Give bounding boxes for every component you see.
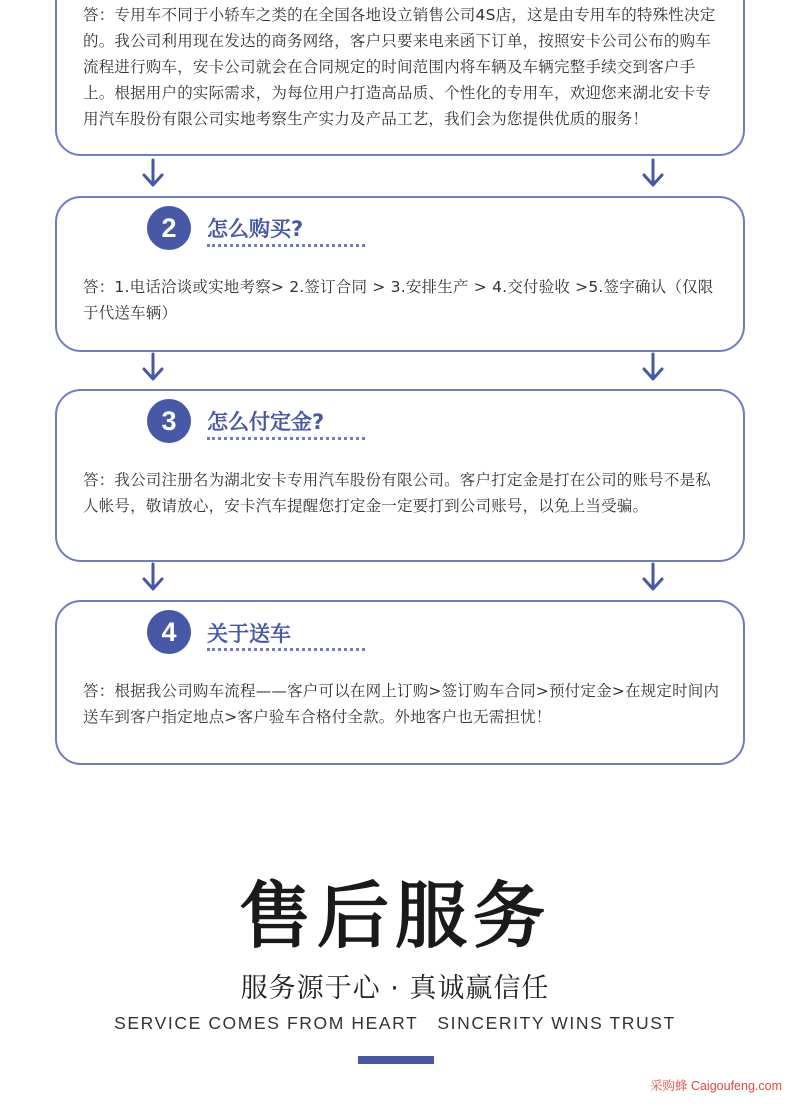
faq-question-title: 关于送车 xyxy=(207,622,291,646)
faq-answer-3: 答：我公司注册名为湖北安卡专用汽车股份有限公司。客户打定金是打在公司的账号不是私人帐号，敬请放心，安卡汽车提醒您打定金一定要打到公司账号，以免上当受骗。 xyxy=(83,471,712,515)
arrow-down-icon xyxy=(141,352,165,382)
faq-answer-1: 答：专用车不同于小轿车之类的在全国各地设立销售公司4S店，这是由专用车的特殊性决定的。我公司利用现在发达的商务网络，客户只要来电来函下订单，按照安卡公司公布的购车流程进行购车，安卡公司就会在合同规定的时间范围内将车辆及车辆完整手续交到客户手上。根据用户的实际需求，为每位用户打造高品质、个性化的专用车，欢迎您来湖北安卡专用汽车股份有限公司实地考察生产实力及产品工艺，我们会为您提供优质的服务！ xyxy=(83,6,716,128)
dotted-underline xyxy=(207,244,365,247)
watermark: 采购蜂 Caigoufeng.com xyxy=(649,1079,782,1093)
faq-card-2 xyxy=(55,196,745,352)
arrow-down-icon xyxy=(641,158,665,188)
step-number-badge: 2 xyxy=(147,206,191,250)
after-sales-title: 售后服务 xyxy=(238,873,551,958)
accent-bar xyxy=(358,1056,434,1064)
step-number-badge: 3 xyxy=(147,399,191,443)
dotted-underline xyxy=(207,437,365,440)
arrow-down-icon xyxy=(641,352,665,382)
faq-card-1 xyxy=(55,0,745,156)
faq-question-title: 怎么购买? xyxy=(207,217,304,241)
step-number-badge: 4 xyxy=(147,610,191,654)
faq-question-title: 怎么付定金? xyxy=(207,410,325,434)
dotted-underline xyxy=(207,648,365,651)
faq-card-3 xyxy=(55,389,745,562)
after-sales-subtitle: 服务源于心 · 真诚赢信任 xyxy=(240,973,550,1004)
arrow-down-icon xyxy=(641,562,665,592)
faq-answer-2: 答：1.电话洽谈或实地考察> 2.签订合同 > 3.安排生产 > 4.交付验收 >5.签字确认（仅限于代送车辆） xyxy=(83,278,714,322)
after-sales-subtitle-en: SERVICE COMES FROM HEART SINCERITY WINS TRUST xyxy=(114,1013,676,1033)
faq-card-4 xyxy=(55,600,745,765)
faq-answer-4: 答：根据我公司购车流程——客户可以在网上订购>签订购车合同>预付定金>在规定时间内送车到客户指定地点>客户验车合格付全款。外地客户也无需担忧！ xyxy=(83,682,720,726)
arrow-down-icon xyxy=(141,562,165,592)
arrow-down-icon xyxy=(141,158,165,188)
